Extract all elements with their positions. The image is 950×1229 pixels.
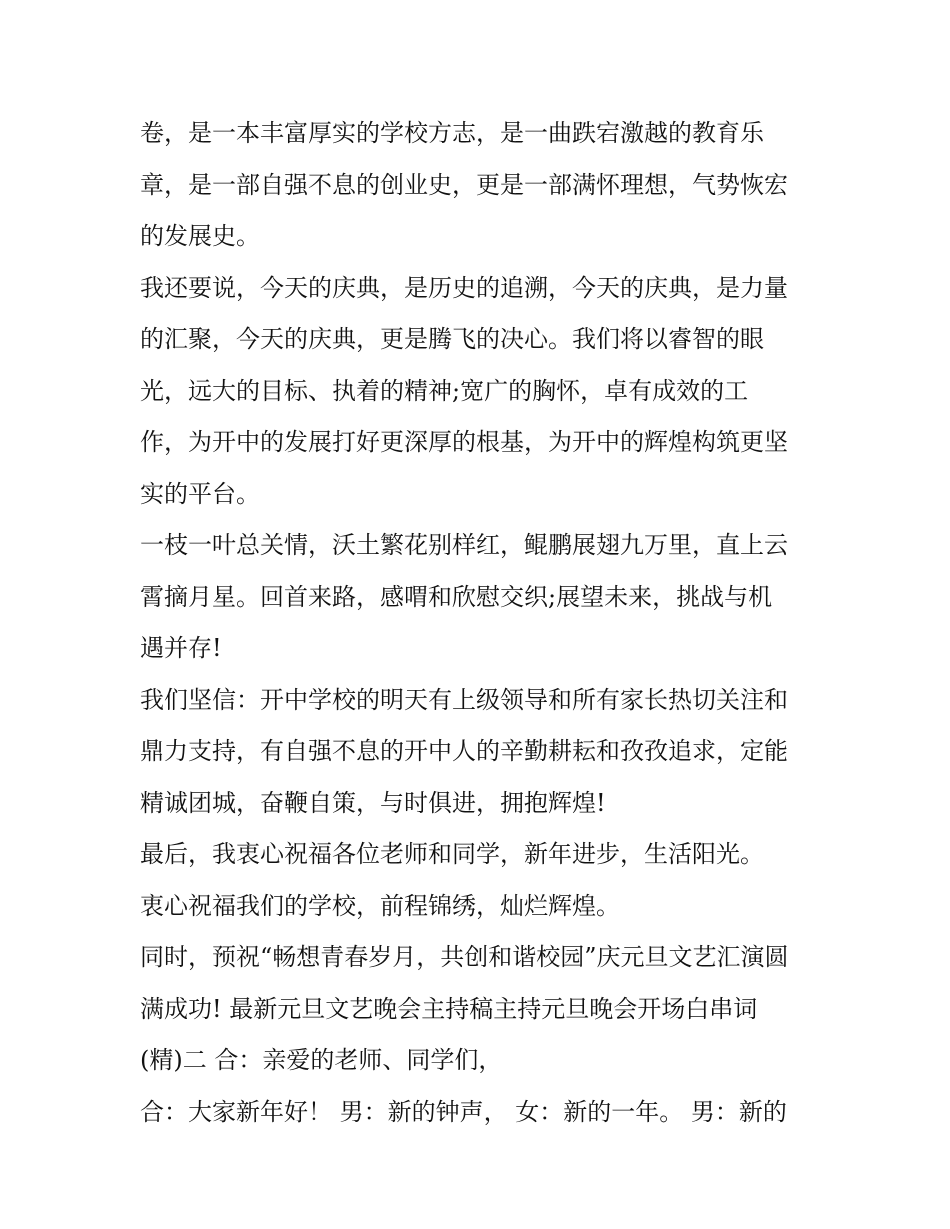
text-line: 的汇聚，今天的庆典，更是腾飞的决心。我们将以睿智的眼 [140, 325, 764, 353]
text-line: 鼎力支持，有自强不息的开中人的辛勤耕耘和孜孜追求，定能 [140, 737, 788, 765]
text-line: 遇并存! [140, 634, 222, 662]
text-line: 章，是一部自强不息的创业史，更是一部满怀理想，气势恢宏 [140, 170, 788, 199]
text-line: 实的平台。 [140, 479, 260, 508]
text-line: 合：大家新年好！ 男：新的钟声， 女：新的一年。 男：新的 [140, 1097, 787, 1126]
text-line: 一枝一叶总关情，沃土繁花别样红，鲲鹏展翅九万里，直上云 [140, 531, 788, 559]
text-line: 精诚团城，奋鞭自策，与时俱进，拥抱辉煌! [140, 788, 606, 817]
text-line: 的发展史。 [140, 222, 260, 250]
text-line: 卷，是一本丰富厚实的学校方志，是一曲跌宕激越的教育乐 [140, 119, 764, 147]
text-line: 衷心祝福我们的学校，前程锦绣，灿烂辉煌。 [140, 891, 620, 920]
text-line: 我们坚信：开中学校的明天有上级领导和所有家长热切关注和 [140, 685, 788, 714]
text-line: 同时，预祝“畅想青春岁月，共创和谐校园”庆元旦文艺汇演圆 [140, 943, 789, 971]
text-line: 光，远大的目标、执着的精神;宽广的胸怀，卓有成效的工 [140, 376, 749, 405]
text-line: (精)二 合：亲爱的老师、同学们， [140, 1046, 503, 1074]
text-line: 我还要说，今天的庆典，是历史的追溯，今天的庆典，是力量 [140, 273, 788, 302]
body-text [140, 108, 820, 1138]
text-line: 满成功! 最新元旦文艺晚会主持稿主持元旦晚会开场白串词 [140, 994, 758, 1023]
text-line: 霄摘月星。回首来路，感喟和欣慰交织;展望未来，挑战与机 [140, 582, 773, 611]
text-line: 作，为开中的发展打好更深厚的根基，为开中的辉煌构筑更坚 [140, 428, 788, 456]
text-line: 最后，我衷心祝福各位老师和同学，新年进步，生活阳光。 [140, 840, 764, 868]
